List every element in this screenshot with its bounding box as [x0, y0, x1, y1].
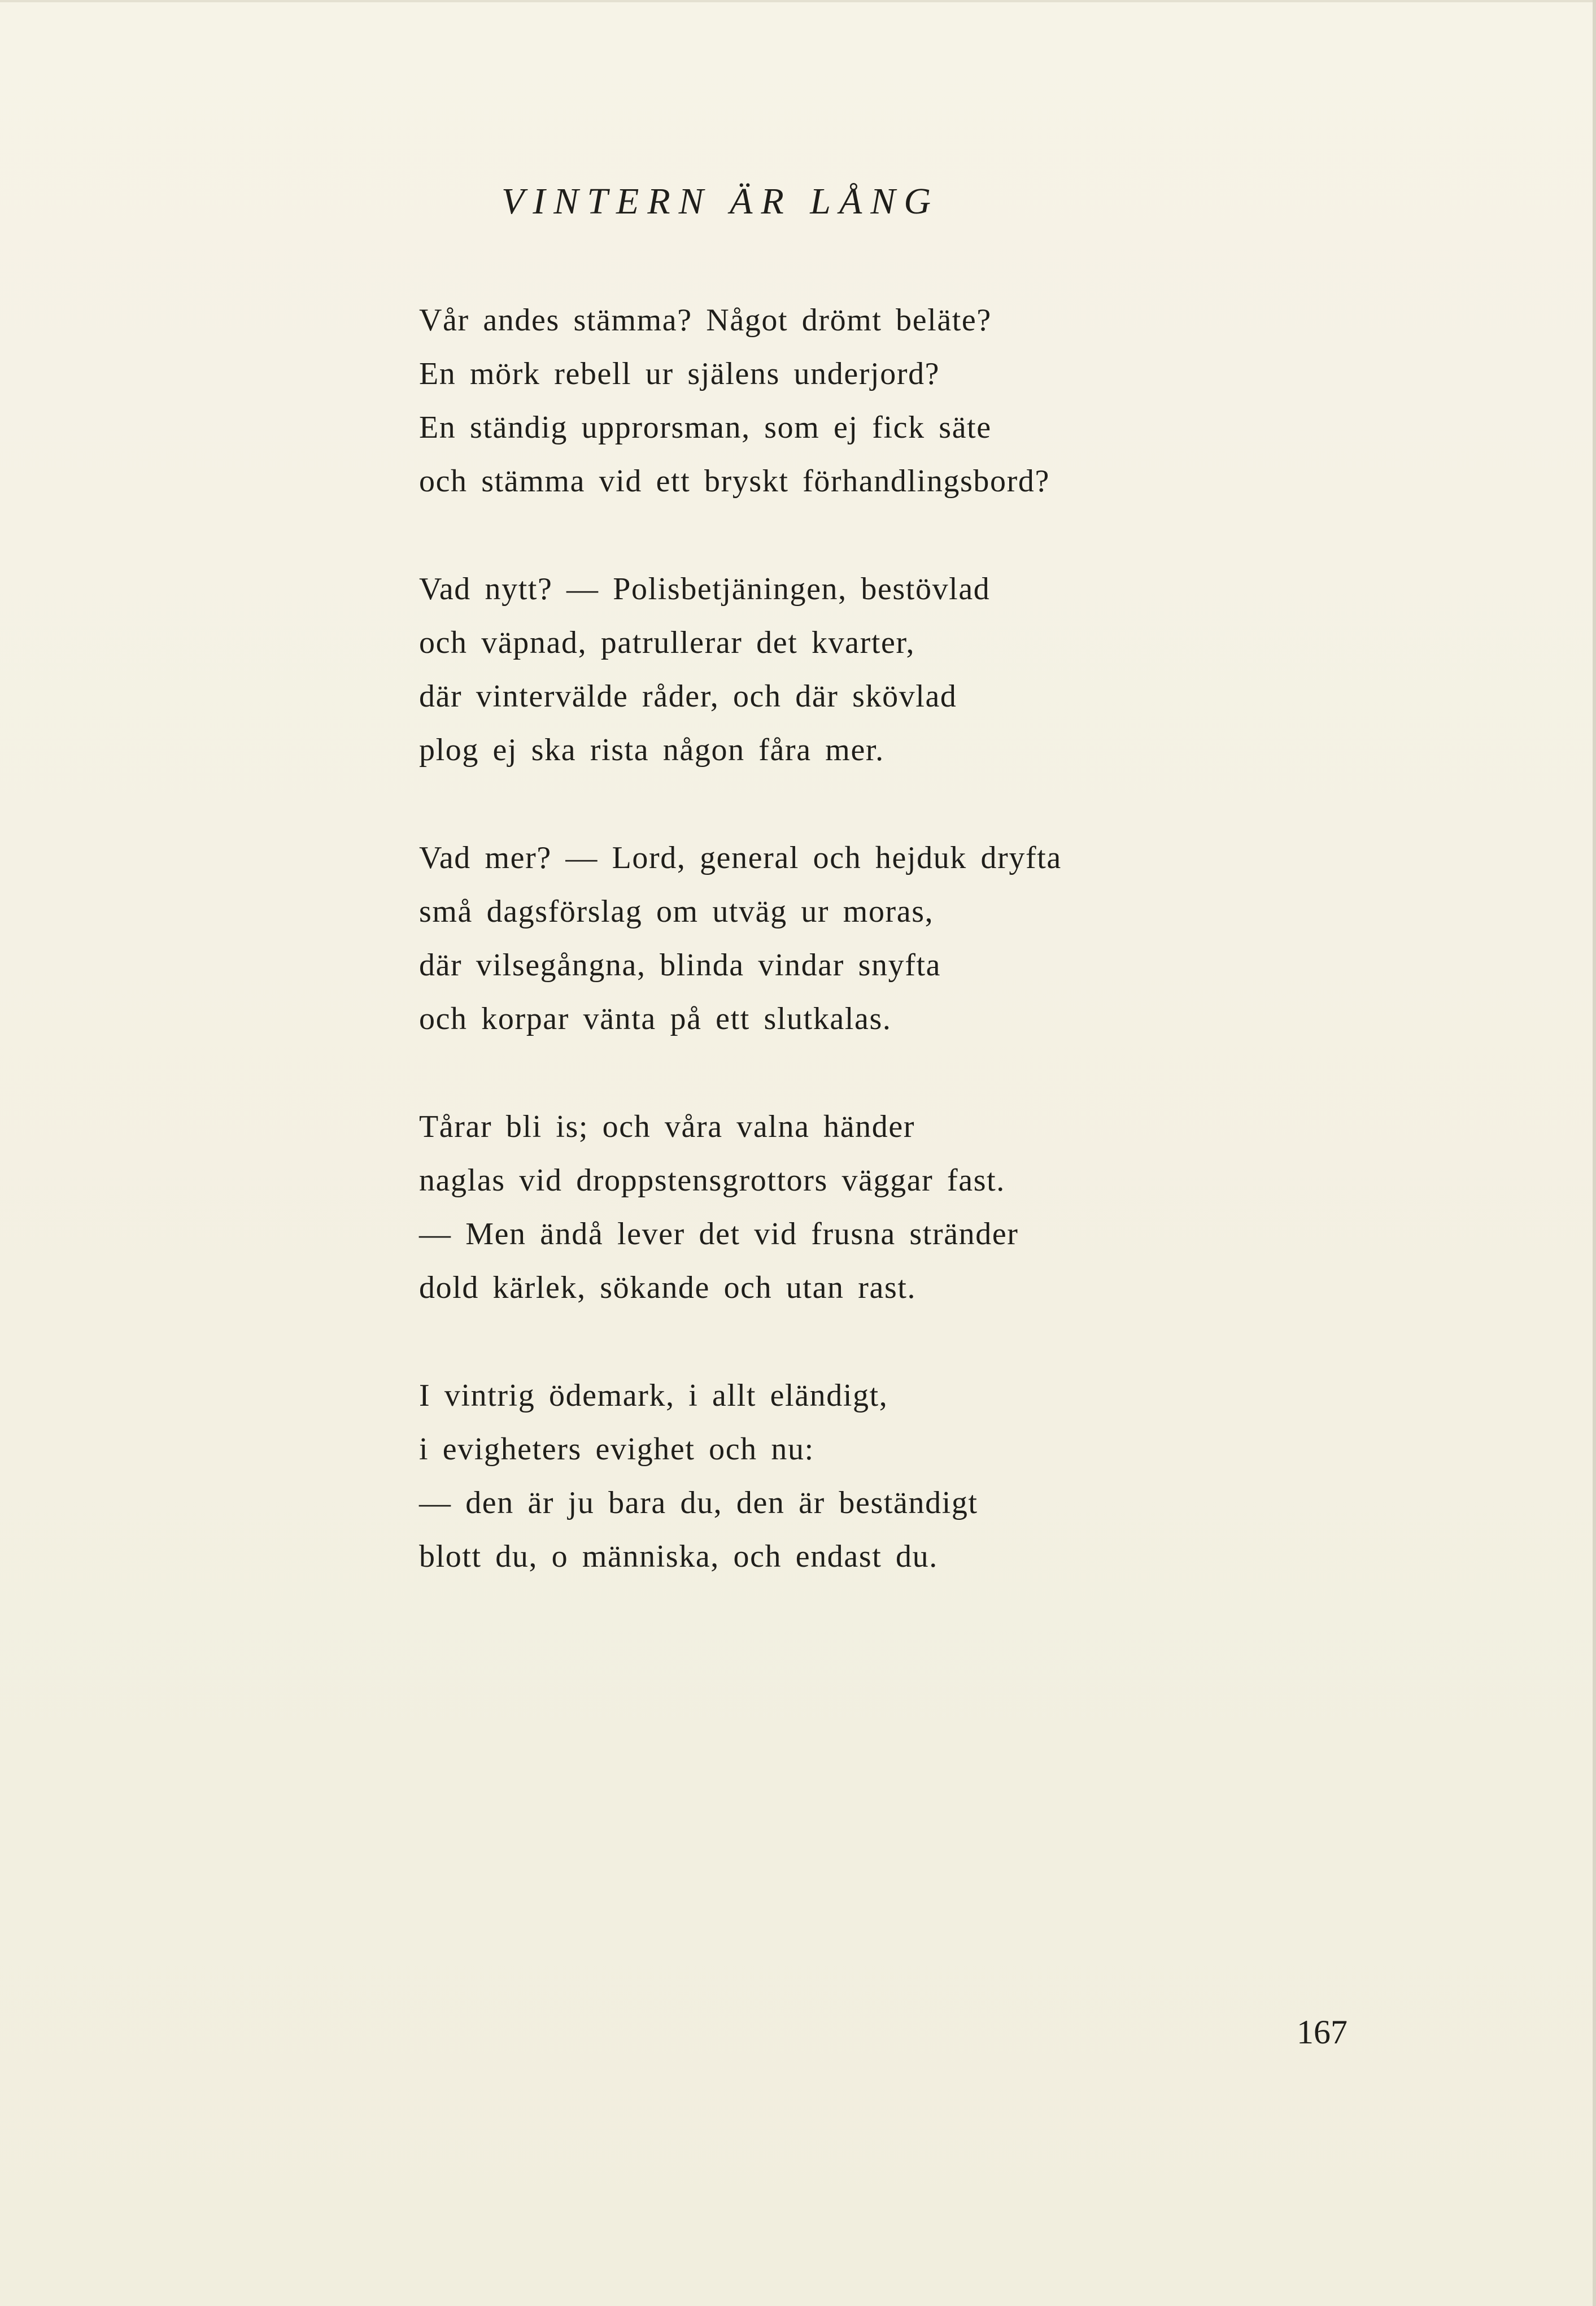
poem-line: Tårar bli is; och våra valna händer — [419, 1109, 915, 1144]
poem-body — [419, 294, 1266, 1638]
stanza-5 — [419, 1369, 1266, 1584]
poem-line: där vilsegångna, blinda vindar snyfta — [419, 948, 941, 983]
poem-line: — Men ändå lever det vid frusna stränder — [419, 1217, 1019, 1252]
poem-line: små dagsförslag om utväg ur moras, — [419, 894, 934, 929]
stanza-2 — [419, 563, 1266, 777]
poem-line: plog ej ska rista någon fåra mer. — [419, 733, 884, 768]
poem-line: och korpar vänta på ett slutkalas. — [419, 1001, 892, 1036]
poem-line: där vintervälde råder, och där skövlad — [419, 679, 957, 714]
poem-line: I vintrig ödemark, i allt eländigt, — [419, 1378, 888, 1413]
poem-line: — den är ju bara du, den är beständigt — [419, 1485, 978, 1520]
poem-line: och stämma vid ett bryskt förhandlingsbord? — [419, 464, 1050, 499]
stanza-1 — [419, 294, 1266, 508]
page-top-edge — [0, 0, 1596, 2]
poem-line: och väpnad, patrullerar det kvarter, — [419, 625, 915, 660]
poem-line: naglas vid droppstensgrottors väggar fast. — [419, 1163, 1005, 1198]
poem-title: VINTERN ÄR LÅNG — [502, 181, 940, 222]
page-right-edge — [1593, 0, 1596, 2306]
stanza-4 — [419, 1100, 1266, 1315]
poem-line: En mörk rebell ur själens underjord? — [419, 356, 940, 391]
poem-line: Vad nytt? — Polisbetjäningen, bestövlad — [419, 572, 991, 607]
stanza-3 — [419, 831, 1266, 1046]
poem-line: Vår andes stämma? Något drömt beläte? — [419, 303, 992, 338]
poem-line: blott du, o människa, och endast du. — [419, 1539, 938, 1574]
poem-line: i evigheters evighet och nu: — [419, 1432, 814, 1467]
page-number: 167 — [1297, 2013, 1348, 2051]
poem-line: En ständig upprorsman, som ej fick säte — [419, 410, 992, 445]
poem-line: dold kärlek, sökande och utan rast. — [419, 1270, 917, 1305]
poem-line: Vad mer? — Lord, general och hejduk dryfta — [419, 840, 1062, 875]
